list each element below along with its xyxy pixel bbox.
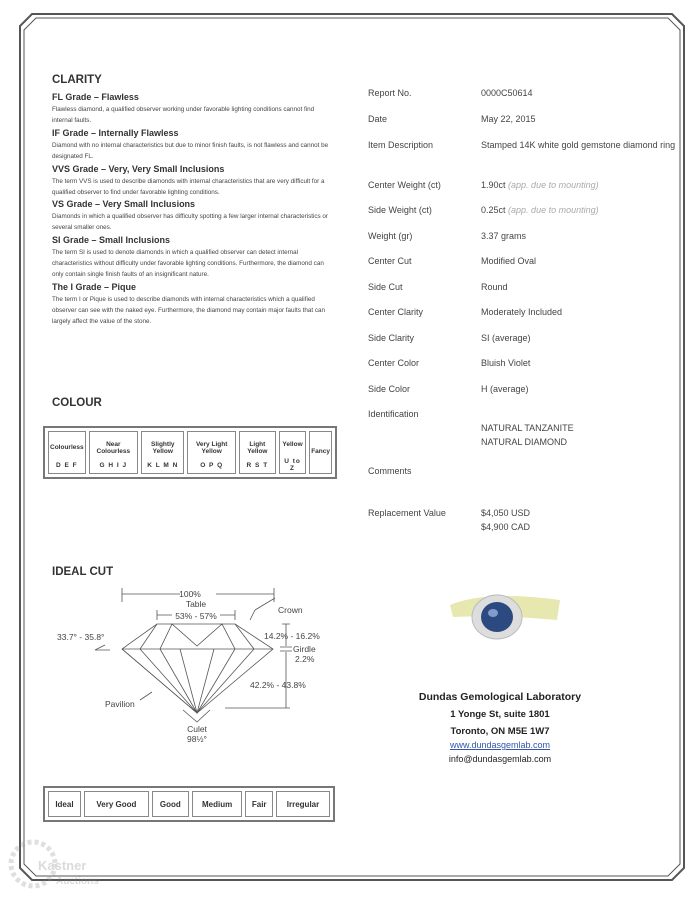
colour-name: Yellow — [282, 440, 303, 448]
replacement-value: $4,900 CAD — [481, 522, 531, 532]
culet-value: 98½° — [187, 734, 207, 744]
svg-text:Kastner: Kastner — [38, 858, 87, 873]
comments-label: Comments — [368, 466, 412, 476]
crown-pct-label: 14.2% - 16.2% — [264, 631, 320, 641]
report-label: Side Color — [368, 384, 411, 394]
report-value-text: 3.37 grams — [481, 231, 527, 241]
replacement-label: Replacement Value — [368, 508, 446, 518]
grade-text: The term VVS is used to describe diamonds with internal characteristics that are very difficult for a qualified observer to find under favorable lighting conditions. — [52, 178, 325, 196]
colour-title: COLOUR — [52, 397, 102, 409]
report-value-text: Stamped 14K white gold gemstone diamond ring — [481, 140, 676, 150]
pavilion-pct-label: 42.2% - 43.8% — [250, 680, 306, 690]
report-value-text: 0.25ct — [481, 205, 506, 215]
colour-cell — [187, 431, 235, 474]
lab-city: Toronto, ON M5E 1W7 — [450, 726, 550, 737]
crown-label: Crown — [278, 605, 303, 615]
ring-photo — [445, 585, 565, 655]
report-value-text: Modified Oval — [481, 256, 537, 266]
cut-grade-cell: Medium — [192, 791, 243, 817]
colour-cell — [279, 431, 306, 474]
cut-grade-cell: Ideal — [48, 791, 81, 817]
report-value-text: 1.90ct — [481, 180, 506, 190]
cut-grade-cell: Very Good — [84, 791, 149, 817]
grade-heading: FL Grade – Flawless — [52, 92, 139, 102]
identification-label: Identification — [368, 409, 419, 419]
report-value-text: May 22, 2015 — [481, 114, 536, 124]
report-value-text: H (average) — [481, 384, 529, 394]
lab-street: 1 Yonge St, suite 1801 — [450, 709, 550, 720]
girdle-pct-label: 2.2% — [295, 654, 315, 664]
report-value — [481, 137, 676, 153]
grade-text: The term I or Pique is used to describe diamonds with internal characteristics which a qualified observer can see with the naked eye. Furthermore, the diamond may contain major faults that can largely affect the value of the stone. — [52, 296, 326, 325]
identification-value: NATURAL DIAMOND — [481, 437, 568, 447]
colour-name: Slightly Yellow — [151, 440, 175, 455]
grade-text: Diamonds in which a qualified observer has difficulty spotting a few larger internal characteristics or several smaller ones. — [52, 213, 329, 231]
lab-email: info@dundasgemlab.com — [448, 754, 552, 764]
grade-text: Diamond with no internal characteristics but due to minor finish faults, is not flawless and cannot be designated FL. — [52, 142, 329, 160]
identification-value: NATURAL TANZANITE — [481, 423, 574, 433]
replacement-value: $4,050 USD — [481, 508, 531, 518]
report-value-text: Bluish Violet — [481, 358, 531, 368]
report-label: Center Cut — [368, 256, 412, 266]
cut-grade-cell: Fair — [245, 791, 273, 817]
colour-letters: D E F — [55, 461, 78, 469]
table-pct-label: 53% - 57% — [175, 611, 217, 621]
colour-scale-table — [43, 426, 337, 479]
report-value — [481, 355, 676, 371]
colour-letters: U to Z — [284, 458, 301, 472]
grade-heading: SI Grade – Small Inclusions — [52, 235, 171, 245]
colour-name: Light Yellow — [247, 440, 268, 455]
colour-name: Fancy — [311, 447, 330, 455]
colour-cell — [309, 431, 332, 474]
report-value — [481, 253, 676, 269]
report-value-text: SI (average) — [481, 333, 531, 343]
total-label: 100% — [179, 589, 201, 599]
colour-letters: O P Q — [200, 461, 224, 469]
grade-heading: IF Grade – Internally Flawless — [52, 128, 179, 138]
report-label: Side Clarity — [368, 333, 415, 343]
lab-website-link[interactable]: www.dundasgemlab.com — [449, 740, 551, 750]
cut-grade-cell: Irregular — [276, 791, 330, 817]
report-value — [481, 85, 676, 101]
grade-heading: The I Grade – Pique — [52, 282, 137, 292]
colour-name: Colourless — [50, 444, 84, 451]
cut-grade-cell: Good — [152, 791, 189, 817]
report-label: Weight (gr) — [368, 231, 413, 241]
report-label: Item Description — [368, 140, 434, 150]
culet-label: Culet — [187, 724, 207, 734]
lab-name: Dundas Gemological Laboratory — [418, 691, 582, 703]
table-label: Table — [185, 599, 207, 609]
report-label: Side Cut — [368, 282, 403, 292]
girdle-label: Girdle — [293, 644, 316, 654]
report-value-note: (app. due to mounting) — [508, 180, 599, 190]
colour-letters: G H I J — [99, 461, 128, 469]
pavilion-label: Pavilion — [105, 699, 135, 709]
grade-text: The term SI is used to denote diamonds in which a qualified observer can detect internal characteristics without difficulty under favorable lighting conditions. Furthermore, the diamond can only contain single finish faults of an insignificant nature. — [52, 249, 324, 278]
replacement-values — [481, 506, 676, 534]
grade-text: Flawless diamond, a qualified observer working under favorable lighting conditions cannot find internal faults. — [52, 106, 315, 124]
report-label: Center Clarity — [368, 307, 424, 317]
report-label: Date — [368, 114, 388, 124]
report-value — [481, 381, 676, 397]
colour-cell — [89, 431, 138, 474]
colour-letters: R S T — [246, 461, 269, 469]
grade-heading: VVS Grade – Very, Very Small Inclusions — [52, 164, 225, 174]
watermark-logo — [8, 832, 108, 892]
colour-letters: K L M N — [147, 461, 179, 469]
colour-cell — [239, 431, 276, 474]
report-value — [481, 279, 676, 295]
crown-angle-label: 33.7° - 35.8° — [57, 632, 105, 642]
report-value-text: Round — [481, 282, 508, 292]
svg-text:Auctions: Auctions — [56, 876, 99, 887]
report-value-text: Moderately Included — [481, 307, 563, 317]
report-value-note: (app. due to mounting) — [508, 205, 599, 215]
report-label: Report No. — [368, 88, 412, 98]
colour-cell — [48, 431, 86, 474]
report-value — [481, 177, 676, 193]
report-value — [481, 304, 676, 320]
report-label: Center Weight (ct) — [368, 180, 441, 190]
grade-heading: VS Grade – Very Small Inclusions — [52, 199, 196, 209]
report-value — [481, 202, 676, 218]
report-value — [481, 111, 676, 127]
clarity-title: CLARITY — [52, 74, 102, 86]
report-label: Center Color — [368, 358, 420, 368]
colour-name: Very Light Yellow — [195, 440, 228, 455]
colour-cell — [141, 431, 184, 474]
colour-name: Near Colourless — [96, 440, 131, 455]
ideal-cut-diagram — [40, 580, 350, 750]
ideal-cut-title: IDEAL CUT — [52, 566, 114, 578]
report-label: Side Weight (ct) — [368, 205, 432, 215]
cut-grade-table — [43, 786, 335, 822]
identification-values — [481, 421, 676, 449]
report-value — [481, 330, 676, 346]
report-value-text: 0000C50614 — [481, 88, 533, 98]
report-value — [481, 228, 676, 244]
